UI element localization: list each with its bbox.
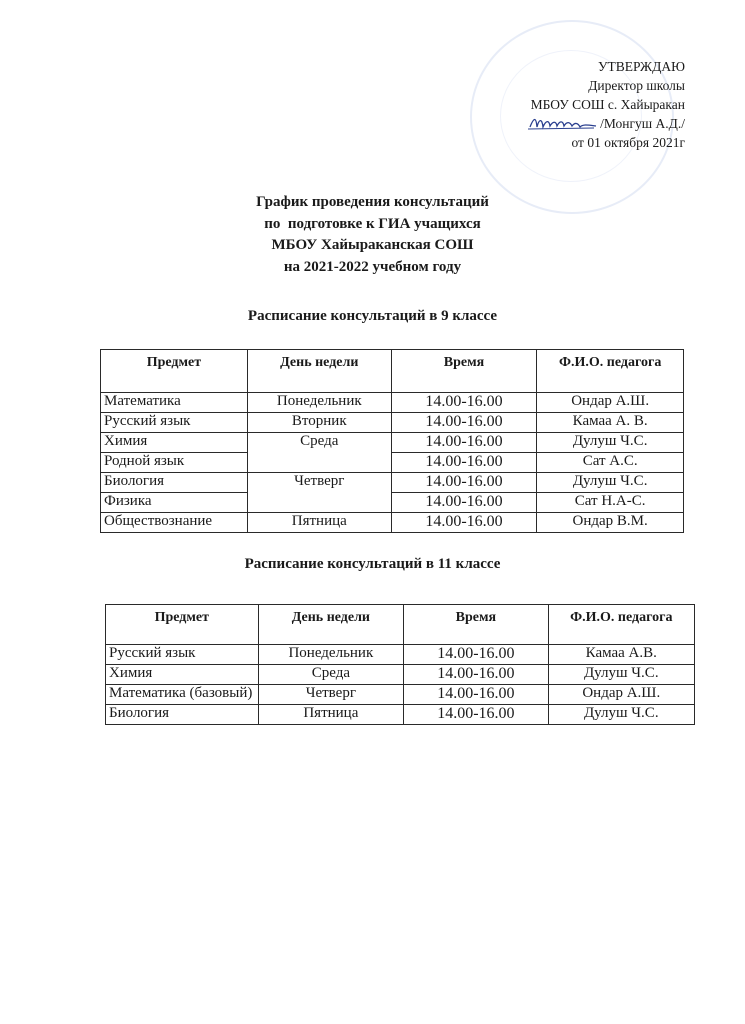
cell-time: 14.00-16.00 xyxy=(391,453,537,473)
title-line: График проведения консультаций xyxy=(256,194,489,210)
cell-teacher: Дулуш Ч.С. xyxy=(537,473,684,493)
cell-day: Среда xyxy=(258,665,404,685)
cell-subject: Биология xyxy=(101,473,248,493)
cell-day: Четверг xyxy=(247,473,391,513)
cell-day: Четверг xyxy=(258,685,404,705)
approval-signature-row xyxy=(528,114,685,133)
schedule-9-heading: Расписание консультаций в 9 классе xyxy=(247,308,498,324)
title-line: на 2021-2022 учебном году xyxy=(283,258,462,275)
cell-time: 14.00-16.00 xyxy=(391,413,537,433)
cell-subject: Русский язык xyxy=(101,413,248,433)
cell-teacher: Дулуш Ч.С. xyxy=(548,705,694,725)
approval-block xyxy=(528,57,685,152)
cell-teacher: Ондар А.Ш. xyxy=(537,393,684,413)
approval-position: Директор школы xyxy=(588,78,685,93)
cell-day: Понедельник xyxy=(258,645,404,665)
column-header-teacher: Ф.И.О. педагога xyxy=(537,350,684,393)
schedule-9-table xyxy=(100,349,684,533)
table-row xyxy=(106,705,695,725)
cell-teacher: Дулуш Ч.С. xyxy=(548,665,694,685)
cell-teacher: Ондар В.М. xyxy=(537,513,684,533)
cell-teacher: Камаа А.В. xyxy=(548,645,694,665)
cell-teacher: Сат А.С. xyxy=(537,453,684,473)
table-row xyxy=(106,665,695,685)
table-header-row xyxy=(101,350,684,393)
table-row xyxy=(106,685,695,705)
cell-subject: Обществознание xyxy=(101,513,248,533)
table-row xyxy=(101,453,684,473)
approval-heading: УТВЕРЖДАЮ xyxy=(597,59,685,74)
cell-teacher: Сат Н.А-С. xyxy=(537,493,684,513)
cell-subject: Химия xyxy=(106,665,259,685)
cell-subject: Математика (базовый) xyxy=(106,685,259,705)
column-header-teacher: Ф.И.О. педагога xyxy=(548,605,694,645)
cell-subject: Русский язык xyxy=(106,645,259,665)
cell-time: 14.00-16.00 xyxy=(391,393,537,413)
table-row xyxy=(101,393,684,413)
cell-subject: Родной язык xyxy=(101,453,248,473)
approval-signatory: /Монгуш А.Д./ xyxy=(600,116,685,131)
title-line: по подготовке к ГИА учащихся xyxy=(264,215,481,232)
column-header-time: Время xyxy=(404,605,548,645)
schedule-11-heading: Расписание консультаций в 11 классе xyxy=(244,556,501,572)
cell-day: Пятница xyxy=(258,705,404,725)
table-row xyxy=(101,433,684,453)
table-header-row xyxy=(106,605,695,645)
table-row xyxy=(101,513,684,533)
cell-subject: Биология xyxy=(106,705,259,725)
cell-teacher: Ондар А.Ш. xyxy=(548,685,694,705)
column-header-subject: Предмет xyxy=(101,350,248,393)
approval-organization: МБОУ СОШ с. Хайыракан xyxy=(530,97,685,112)
cell-day: Среда xyxy=(247,433,391,473)
column-header-subject: Предмет xyxy=(106,605,259,645)
cell-subject: Математика xyxy=(101,393,248,413)
column-header-day: День недели xyxy=(247,350,391,393)
cell-subject: Химия xyxy=(101,433,248,453)
cell-teacher: Камаа А. В. xyxy=(537,413,684,433)
column-header-time: Время xyxy=(391,350,537,393)
table-row xyxy=(106,645,695,665)
signature-icon xyxy=(528,115,598,131)
cell-teacher: Дулуш Ч.С. xyxy=(537,433,684,453)
table-row xyxy=(101,413,684,433)
cell-time: 14.00-16.00 xyxy=(391,493,537,513)
table-row xyxy=(101,473,684,493)
approval-date: от 01 октября 2021г xyxy=(571,135,685,150)
cell-day: Понедельник xyxy=(247,393,391,413)
cell-time: 14.00-16.00 xyxy=(404,705,548,725)
cell-time: 14.00-16.00 xyxy=(404,645,548,665)
column-header-day: День недели xyxy=(258,605,404,645)
cell-day: Пятница xyxy=(247,513,391,533)
cell-subject: Физика xyxy=(101,493,248,513)
document-title xyxy=(0,192,745,278)
title-line: МБОУ Хайыраканская СОШ xyxy=(271,237,474,253)
cell-time: 14.00-16.00 xyxy=(391,513,537,533)
schedule-11-table xyxy=(105,604,695,725)
cell-time: 14.00-16.00 xyxy=(391,473,537,493)
cell-time: 14.00-16.00 xyxy=(404,665,548,685)
cell-time: 14.00-16.00 xyxy=(404,685,548,705)
table-row xyxy=(101,493,684,513)
cell-day: Вторник xyxy=(247,413,391,433)
cell-time: 14.00-16.00 xyxy=(391,433,537,453)
